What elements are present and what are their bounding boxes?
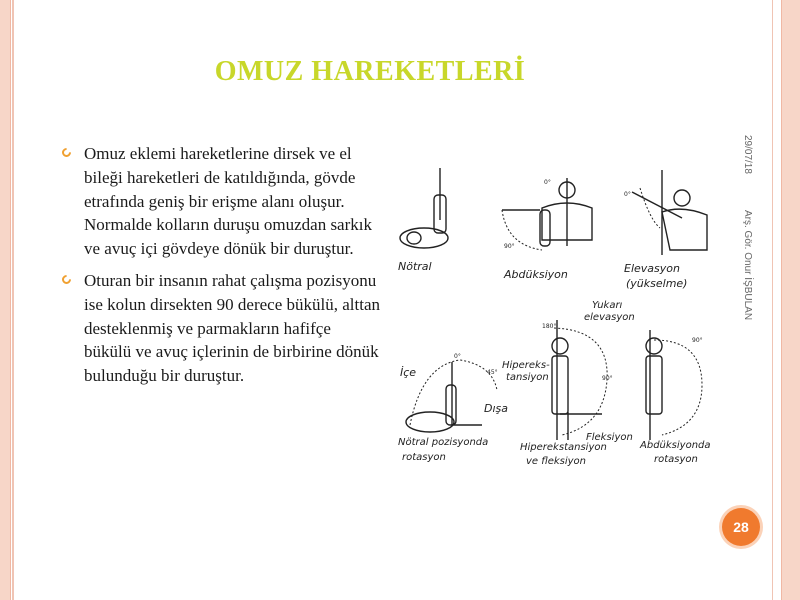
- panel-notral-rotasyon: [398, 353, 508, 463]
- label-flex-180: 180°: [542, 323, 557, 330]
- label-yukselme: (yükselme): [626, 277, 688, 290]
- label-rot-0: 0°: [454, 353, 461, 360]
- label-fleksiyon: Fleksiyon: [586, 432, 633, 443]
- label-abd-rot-b: rotasyon: [654, 454, 698, 465]
- panel-notral: [398, 168, 448, 273]
- label-yukari-elevasyon: elevasyon: [584, 312, 635, 323]
- label-notral: Nötral: [398, 260, 432, 273]
- bullet-item: [62, 142, 382, 261]
- bullet-text: Omuz eklemi hareketlerine dirsek ve el bileği hareketleri de katıldığında, gövde etrafında geniş bir erişme alanı oluşur. Normalde kolların duruşu omuzdan sarkık ve avuç içi gövdeye dönük bir duruştur.: [84, 144, 372, 259]
- label-yukari: Yukarı: [592, 300, 623, 311]
- label-disa: Dışa: [484, 402, 508, 415]
- label-hipereks-a: Hipereks-: [502, 360, 550, 371]
- label-hiper-fleks-a: Hiperekstansiyon: [520, 442, 607, 453]
- left-border-rule: [12, 0, 14, 600]
- label-abd-90: 90°: [504, 243, 515, 250]
- bullet-list: [62, 142, 382, 396]
- label-elev-30: 0°: [624, 191, 631, 198]
- right-border-rule: [772, 0, 773, 600]
- bullet-text: Oturan bir insanın rahat çalışma pozisyonu ise kolun dirsekten 90 derece bükülü, alttan desteklenmiş ve parmakların hafifçe bükülü ve avuç içlerinin de birbirine dönük bulunduğu bir duruştur.: [84, 270, 380, 386]
- label-abd-rot-a: Abdüksiyonda: [640, 440, 711, 451]
- label-notral-poz-b: rotasyon: [402, 452, 446, 463]
- shoulder-movements-illustration: [392, 150, 732, 475]
- page-number-badge: 28: [722, 508, 760, 546]
- slide-date: 29/07/18: [742, 135, 753, 174]
- label-hiper-fleks-b: ve fleksiyon: [526, 456, 587, 467]
- label-abduksiyon: Abdüksiyon: [504, 268, 568, 281]
- label-abdrot-90: 90°: [692, 337, 703, 344]
- label-notral-poz-a: Nötral pozisyonda: [398, 437, 489, 448]
- bullet-icon: [60, 146, 73, 159]
- label-elevasyon: Elevasyon: [624, 262, 680, 275]
- label-ice: İçe: [400, 366, 417, 379]
- panel-hiperekstansiyon-fleksiyon: [502, 300, 635, 467]
- label-rot-45: 45°: [487, 369, 498, 376]
- label-flex-90: 90°: [602, 375, 613, 382]
- label-abd-0: 0°: [544, 179, 551, 186]
- panel-elevasyon: [624, 170, 707, 290]
- slide-title: OMUZ HAREKETLERİ: [214, 56, 526, 87]
- slide-author: Arş. Gör. Onur İŞBULAN: [742, 210, 753, 321]
- label-hipereks-b: tansiyon: [506, 372, 549, 383]
- bullet-icon: [60, 273, 73, 286]
- panel-abduksiyon-rotasyon: [639, 330, 711, 465]
- panel-abduksiyon: [502, 178, 592, 281]
- bullet-item: [62, 269, 382, 388]
